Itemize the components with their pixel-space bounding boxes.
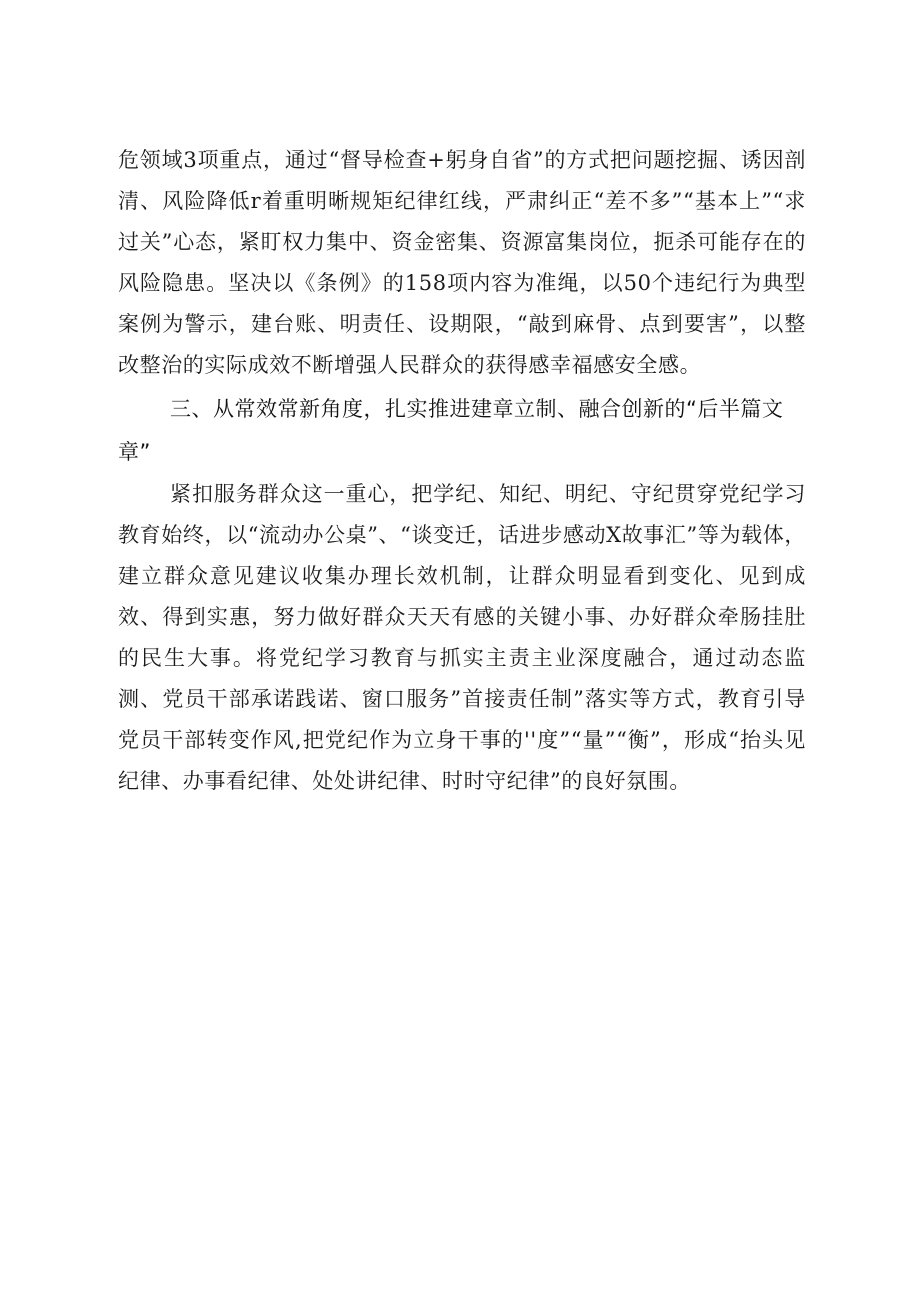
section-heading-three: 三、从常效常新角度，扎实推进建章立制、融合创新的“后半篇文章” — [118, 397, 784, 464]
paragraph-continuation: 危领域3项重点，通过“督导检查+躬身自省”的方式把问题挖掘、诱因剖清、风险降低r着重明晰规矩纪律红线，严肃纠正“差不多”“基本上”“求过关”心态，紧盯权力集中、资金密集、资源富集岗位，扼杀可能存在的风险隐患。坚决以《条例》的158项内容为准绳，以50个违纪行为典型案例为警示，建台账、明责任、设期限，“敲到麻骨、点到要害”，以整改整治的实际成效不断增强人民群众的获得感幸福感安全感。 — [118, 148, 806, 377]
document-body — [118, 140, 806, 802]
paragraph-section-three: 紧扣服务群众这一重心，把学纪、知纪、明纪、守纪贯穿党纪学习教育始终，以“流动办公桌”、“谈变迁，话进步感动X故事汇”等为载体，建立群众意见建议收集办理长效机制，让群众明显看到变化、见到成效、得到实惠，努力做好群众天天有感的关键小事、办好群众牵肠挂肚的民生大事。将党纪学习教育与抓实主责主业深度融合，通过动态监测、党员干部承诺践诺、窗口服务”首接责任制”落实等方式，教育引导党员干部转变作风,把党纪作为立身干事的''度”“量”“衡”，形成“抬头见纪律、办事看纪律、处处讲纪律、时时守纪律”的良好氛围。 — [118, 482, 806, 793]
